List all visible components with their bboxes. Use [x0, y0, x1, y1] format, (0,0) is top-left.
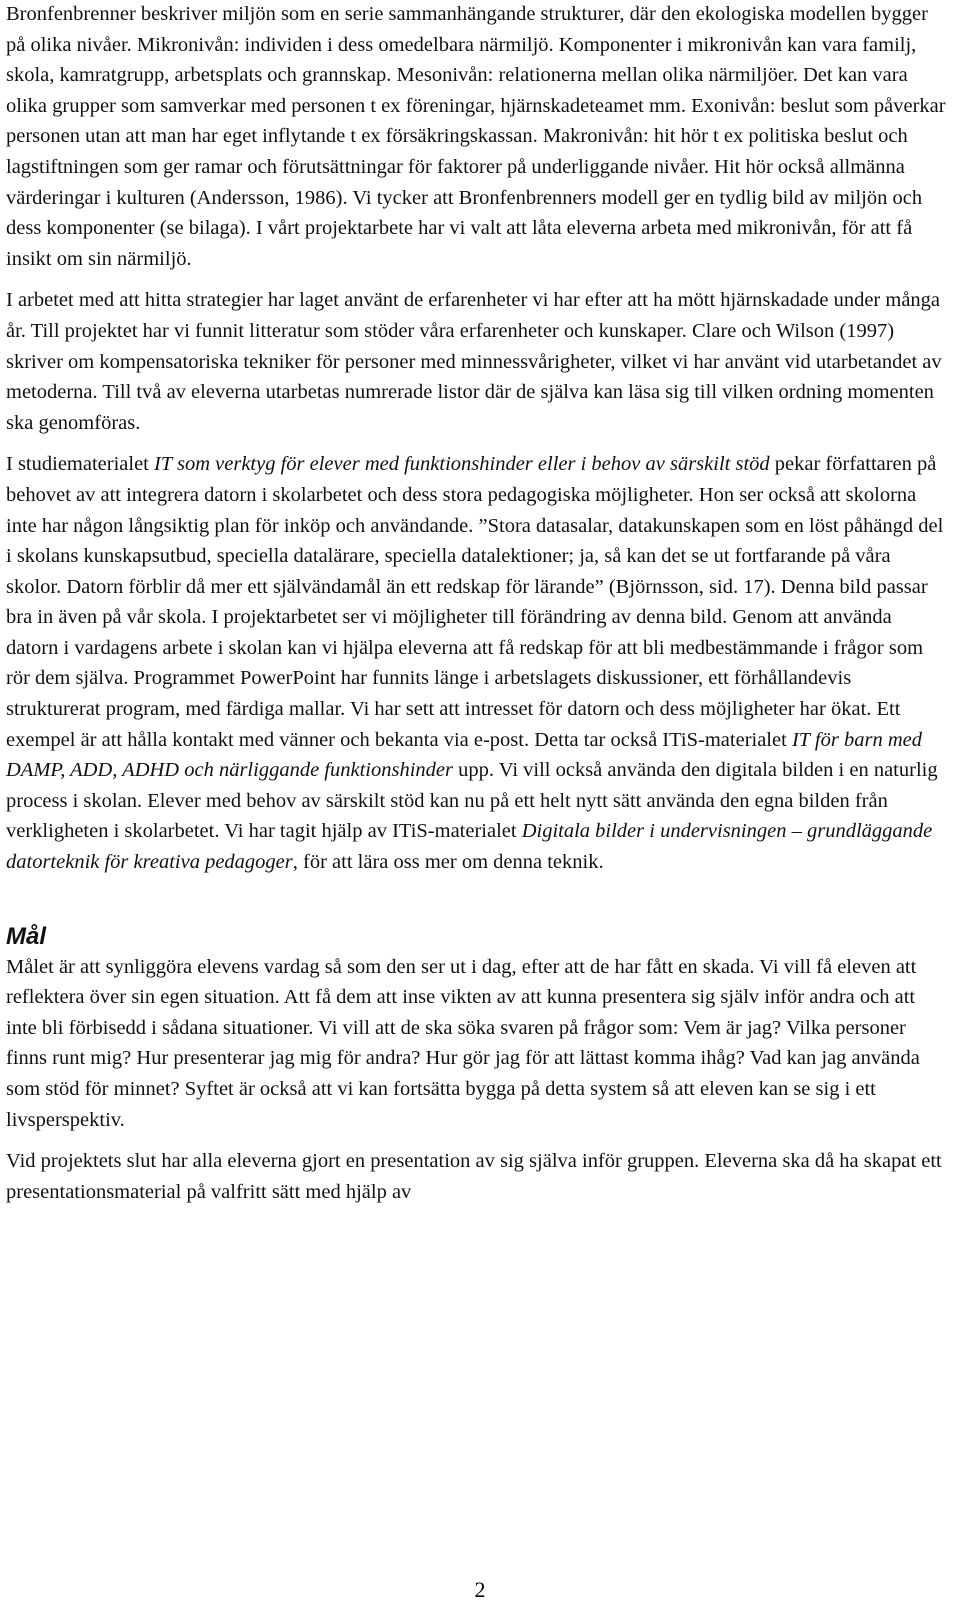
italic-title: IT för barn med DAMP, ADD, ADHD och närliggande funktionshinder — [6, 728, 922, 782]
text-run: I arbetet med att hitta strategier har laget använt de erfarenheter vi har efter att ha mött hjärnskadade under många år. Till projektet har vi funnit litteratur som stöder våra erfarenheter och kunskaper. Clare och Wilson (1997) skriver om kompensatoriska tekniker för personer med minnessvårigheter, vilket vi har använt vid utarbetandet av metoderna. Till två av eleverna utarbetas numrerade listor där de själva kan läsa sig till vilken ordning momenten ska genomföras. — [6, 289, 942, 434]
paragraph-studiematerialet — [6, 449, 946, 877]
section-heading-mal: Mål — [6, 922, 47, 950]
text-run: Målet är att synliggöra elevens vardag så som den ser ut i dag, efter att de har fått en skada. Vi vill få eleven att reflektera över sin egen situation. Att få dem att inse vikten av att kunna presentera sig själv inför andra och att inte bli förbisedd i sådana situationer. Vi vill att de ska söka svaren på frågor som: Vem är jag? Vilka personer finns runt mig? Hur presenterar jag mig för andra? Hur gör jag för att lättast komma ihåg? Vad kan jag använda som stöd för minnet? Syftet är också att vi kan fortsätta bygga på detta system så att eleven kan se sig i ett livsperspektiv. — [6, 955, 920, 1131]
paragraph-malet — [6, 952, 946, 1136]
paragraph-strategier — [6, 285, 946, 438]
page-number: 2 — [474, 1577, 486, 1602]
text-run: I studiematerialet — [6, 453, 154, 476]
text-run: Vid projektets slut har alla eleverna gjort en presentation av sig själva inför gruppen. Eleverna ska då ha skapat ett presentationsmaterial på valfritt sätt med hjälp av — [6, 1150, 942, 1203]
paragraph-bronfenbrenner — [6, 0, 946, 274]
text-run: Bronfenbrenner beskriver miljön som en serie sammanhängande strukturer, där den ekologiska modellen bygger på olika nivåer. Mikronivån: individen i dess omedelbara närmiljö. Komponenter i mikronivån kan vara familj, skola, kamratgrupp, arbetsplats och grannskap. Mesonivån: relationerna mellan olika närmiljöer. Det kan vara olika grupper som samverkar med personen t ex föreningar, hjärnskadeteamet mm. Exonivån: beslut som påverkar personen utan att man har eget inflytande t ex försäkringskassan. Makronivån: hit hör t ex politiska beslut och lagstiftningen som ger ramar och förutsättningar för faktorer på underliggande nivåer. Hit hör också allmänna värderingar i kulturen (Andersson, 1986). Vi tycker att Bronfenbrenners modell ger en tydlig bild av miljön och dess komponenter (se bilaga). I vårt projektarbete har vi valt att låta eleverna arbeta med mikronivån, för att få insikt om sin närmiljö. — [6, 3, 946, 270]
text-run: pekar författaren på behovet av att integrera datorn i skolarbetet och dess stora pedagogiska möjligheter. Hon ser också att skolorna inte har någon långsiktig plan för inköp och användande. ”Stora datasalar, datakunskapen som en löst påhängd del i skolans kunskapsutbud, speciella datalärare, speciella datalektioner; ja, så kan det se ut fortfarande på våra skolor. Datorn förblir då mer ett självändamål än ett redskap för lärande” (Björnsson, sid. 17). Denna bild passar bra in även på vår skola. I projektarbetet ser vi möjligheter till förändring av denna bild. Genom att använda datorn i vardagens arbete i skolan kan vi hjälpa eleverna att få redskap för att bli medbestämmande i frågor som rör dem själva. Programmet PowerPoint har funnits länge i arbetslagets diskussioner, ett förhållandevis strukturerat program, med färdiga mallar. Vi har sett att intresset för datorn och dess möjligheter har ökat. Ett exempel är att hålla kontakt med vänner och bekanta via e-post. Detta tar också ITiS-materialet — [6, 453, 944, 751]
paragraph-projektets-slut — [6, 1146, 946, 1207]
text-run: upp. Vi vill också använda den digitala bilden i en naturlig process i skolan. Elever med behov av särskilt stöd kan nu på ett helt nytt sätt använda den egna bilden från verkligheten i skolarbetet. Vi har tagit hjälp av ITiS-materialet — [6, 759, 938, 843]
italic-title: Digitala bilder i undervisningen – grundläggande datorteknik för kreativa pedagoger — [6, 820, 933, 874]
italic-title: IT som verktyg för elever med funktionshinder eller i behov av särskilt stöd — [154, 453, 770, 476]
text-run: , för att lära oss mer om denna teknik. — [292, 851, 604, 874]
